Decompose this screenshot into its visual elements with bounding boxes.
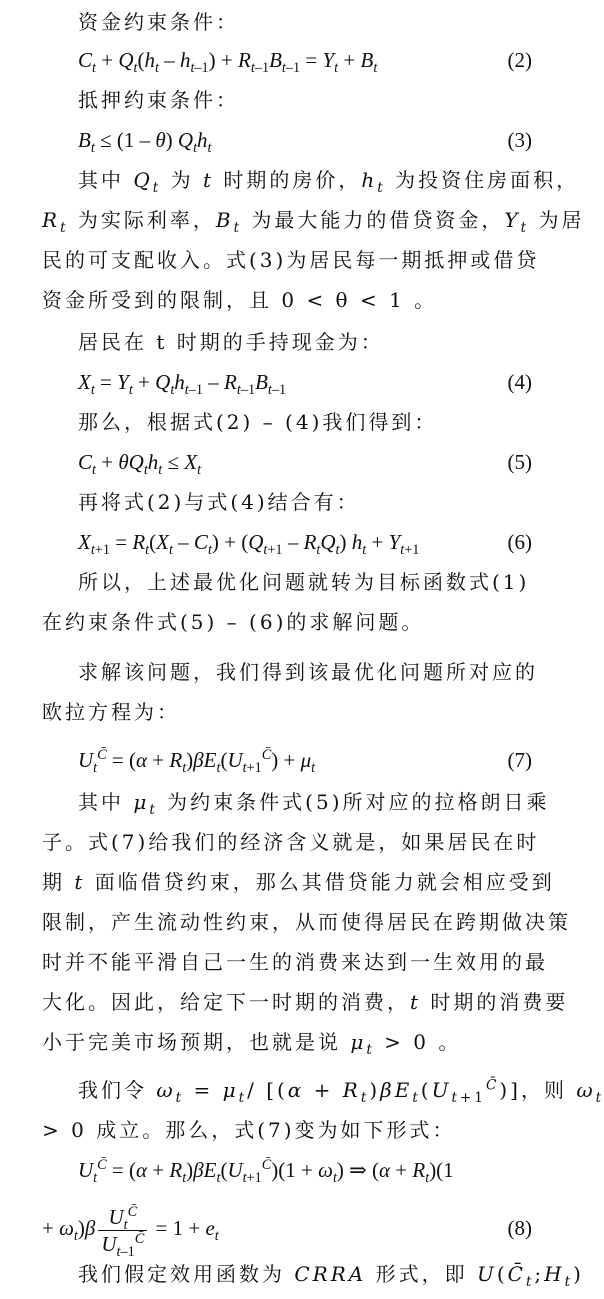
text-line: 那么，根据式(2) – (4)我们得到： xyxy=(78,410,438,434)
equation-3: $B_t \le (1 - \theta)$ $Q_th_t$ xyxy=(78,128,212,157)
text-line: 再将式(2)与式(4)结合有： xyxy=(78,490,360,514)
text-line: 时并不能平滑自己一生的消费来达到一生效用的最 xyxy=(42,950,548,974)
text-line: 所以，上述最优化问题就转为目标函数式(1) xyxy=(78,570,530,594)
text-line: 资金所受到的限制，且 0 < θ < 1 。 xyxy=(42,288,438,312)
equation-2: $C_t + Q_t(h_t - h_{t-1}) + R_{t-1}B_{t-1} = Y_t + B_t$ xyxy=(78,48,378,77)
equation-7: $U_t^{C̄} = (\alpha + R_t)\beta E_t(U_{t+1}^{C̄}) + \mu_t$ xyxy=(78,747,316,777)
text-line: > 0 成立。那么，式(7)变为如下形式： xyxy=(42,1118,456,1142)
equation-6: $X_{t+1} = R_t(X_t - C_t) + (Q_{t+1} - R_tQ_t) h_t + Y_{t+1}$ xyxy=(78,530,420,559)
text-line: 求解该问题，我们得到该最优化问题所对应的 xyxy=(78,660,538,684)
equation-8-line-2: + $\omega_t)\beta$ $\frac{U_t^{C̄}}{U_{t-1}^{C̄}}$ = $1 + e_t$ xyxy=(42,1203,219,1260)
equation-number: (8) xyxy=(507,1216,532,1240)
equation-4: $X_t = Y_t + Q_th_{t-1} - R_{t-1}B_{t-1}$ xyxy=(78,370,287,399)
text-line: 子。式(7)给我们的经济含义就是，如果居民在时 xyxy=(42,830,540,854)
equation-number: (3) xyxy=(507,128,532,152)
text-line: $R_t$ 为实际利率，$B_t$ 为最大能力的借贷资金，$Y_t$ 为居 xyxy=(42,208,585,236)
text-line: 我们假定效用函数为 CRRA 形式，即 $U(C̄_t;H_t)$ xyxy=(78,1262,584,1290)
text-line: 抵押约束条件： xyxy=(78,88,239,112)
equation-number: (7) xyxy=(507,748,532,772)
equation-number: (4) xyxy=(507,370,532,394)
text-line: 期 t 面临借贷约束，那么其借贷能力就会相应受到 xyxy=(42,870,555,894)
text-line: 在约束条件式(5) – (6)的求解问题。 xyxy=(42,610,425,634)
equation-number: (2) xyxy=(507,48,532,72)
text-line: 小于完美市场预期，也就是说 $\mu_t > 0$ 。 xyxy=(42,1030,462,1058)
equation-5: $C_t + \theta Q_th_t \le X_t$ xyxy=(78,450,202,479)
text-line: 资金约束条件： xyxy=(78,10,239,34)
fraction: $\frac{U_t^{C̄}}{U_{t-1}^{C̄}}$ xyxy=(98,1204,147,1257)
equation-number: (5) xyxy=(507,450,532,474)
equation-number: (6) xyxy=(507,530,532,554)
text-line: 欧拉方程为： xyxy=(42,700,180,724)
text-line: 其中 $\mu_t$ 为约束条件式(5)所对应的拉格朗日乘 xyxy=(78,790,550,818)
equation-8-line-1: $U_t^{C̄} = (\alpha + R_t)\beta E_t(U_{t+1}^{C̄})(1 + \omega_t)$ ⇒ $(\alpha + R_t)(1$ xyxy=(78,1157,454,1187)
text-line: 居民在 t 时期的手持现金为： xyxy=(78,330,384,354)
text-line: 大化。因此，给定下一时期的消费，t 时期的消费要 xyxy=(42,990,569,1014)
text-line: 其中 $Q_t$ 为 t 时期的房价，$h_t$ 为投资住房面积， xyxy=(78,168,580,196)
text-line: 限制，产生流动性约束，从而使得居民在跨期做决策 xyxy=(42,910,571,934)
text-line: 我们令 $\omega_t = \mu_t/$ $[(\alpha + R_t)\beta E_t(U_{t+1}^{C̄})]$，则 $\omega_t$ xyxy=(78,1077,604,1106)
text-line: 民的可支配收入。式(3)为居民每一期抵押或借贷 xyxy=(42,248,540,272)
